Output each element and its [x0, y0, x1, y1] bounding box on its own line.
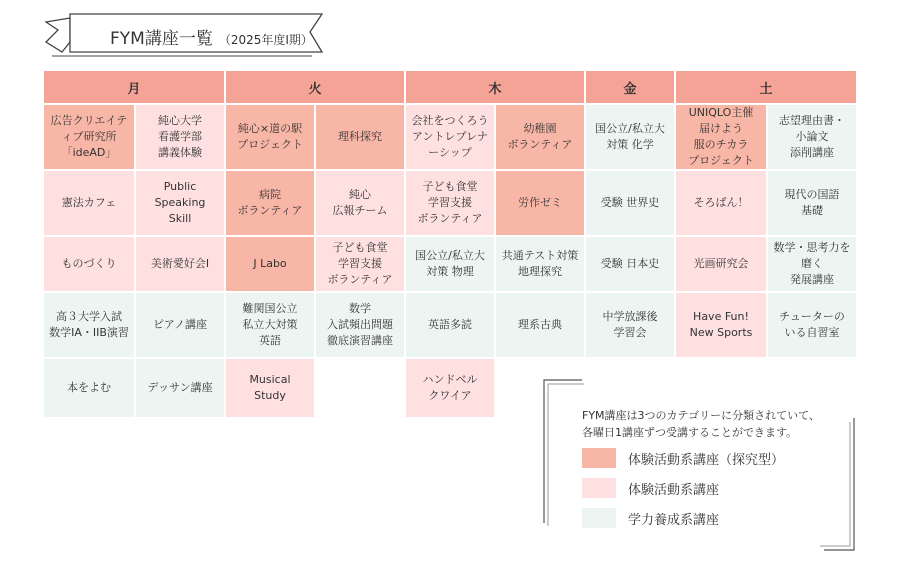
day-header-tue: 火 [226, 71, 404, 103]
course-cell: 光画研究会 [676, 237, 766, 291]
legend-swatch-activity [582, 478, 616, 498]
course-cell: J Labo [226, 237, 314, 291]
legend-item-academic [582, 508, 719, 528]
title-main: FYM講座一覧 [110, 29, 213, 49]
legend-label: 学力養成系講座 [628, 512, 720, 528]
course-cell: 子ども食堂 学習支援 ボランティア [316, 237, 404, 291]
course-cell: 幼稚園 ボランティア [496, 105, 584, 169]
course-cell: ものづくり [44, 237, 134, 291]
legend-label: 体験活動系講座 [628, 482, 720, 498]
day-header-sat: 土 [676, 71, 856, 103]
course-cell: 労作ゼミ [496, 171, 584, 235]
course-cell: 美術愛好会Ⅰ [136, 237, 224, 291]
empty-slot [316, 359, 404, 417]
legend-swatch-exploration [582, 448, 616, 468]
legend-swatch-academic [582, 508, 616, 528]
course-cell: 純心 広報チーム [316, 171, 404, 235]
course-cell: 憲法カフェ [44, 171, 134, 235]
title-term: （2025年度Ⅰ期） [218, 33, 313, 47]
course-cell: 数学 入試頻出問題 徹底演習講座 [316, 293, 404, 357]
course-cell: 中学放課後 学習会 [586, 293, 674, 357]
course-cell: 子ども食堂 学習支援 ボランティア [406, 171, 494, 235]
course-cell: 受験 日本史 [586, 237, 674, 291]
course-schedule-grid [44, 71, 856, 417]
course-cell: 志望理由書・ 小論文 添削講座 [768, 105, 856, 169]
course-cell: そろばん！ [676, 171, 766, 235]
course-cell: 国公立/私立大 対策 化学 [586, 105, 674, 169]
course-cell: Have Fun! New Sports [676, 293, 766, 357]
course-cell: 受験 世界史 [586, 171, 674, 235]
legend-bracket [542, 378, 860, 558]
legend-item-exploration [582, 448, 784, 468]
title-banner [40, 8, 330, 60]
course-cell: ピアノ講座 [136, 293, 224, 357]
page-title [110, 24, 313, 49]
course-cell: 理科探究 [316, 105, 404, 169]
course-cell: 難関国公立 私立大対策 英語 [226, 293, 314, 357]
course-cell: 共通テスト対策 地理探究 [496, 237, 584, 291]
course-cell: 純心×道の駅 プロジェクト [226, 105, 314, 169]
course-cell: 国公立/私立大 対策 物理 [406, 237, 494, 291]
course-cell: UNIQLO主催 届けよう 服のチカラ プロジェクト [676, 105, 766, 169]
course-cell: 現代の国語 基礎 [768, 171, 856, 235]
course-cell: 本をよむ [44, 359, 134, 417]
day-header-fri: 金 [586, 71, 674, 103]
course-cell: ハンドベル クワイア [406, 359, 494, 417]
day-header-thu: 木 [406, 71, 584, 103]
legend-description: FYM講座は3つのカテゴリーに分類されていて、 各曜日1講座ずつ受講することができます。 [582, 409, 820, 439]
course-cell: 広告クリエイテ ィブ研究所 「ideAD」 [44, 105, 134, 169]
course-cell: 純心大学 看護学部 講義体験 [136, 105, 224, 169]
course-cell: 会社をつくろう アントレプレナ ーシップ [406, 105, 494, 169]
course-cell: 数学・思考力を 磨く 発展講座 [768, 237, 856, 291]
legend-item-activity [582, 478, 719, 498]
course-cell: 病院 ボランティア [226, 171, 314, 235]
day-header-mon: 月 [44, 71, 224, 103]
legend-label: 体験活動系講座（探究型） [628, 452, 785, 468]
course-cell: Public Speaking Skill [136, 171, 224, 235]
course-cell: 英語多読 [406, 293, 494, 357]
course-cell: Musical Study [226, 359, 314, 417]
course-cell: デッサン講座 [136, 359, 224, 417]
course-cell: 理系古典 [496, 293, 584, 357]
course-cell: 高３大学入試 数学IA・IIB演習 [44, 293, 134, 357]
course-cell: チューターの いる自習室 [768, 293, 856, 357]
category-legend [542, 378, 860, 558]
